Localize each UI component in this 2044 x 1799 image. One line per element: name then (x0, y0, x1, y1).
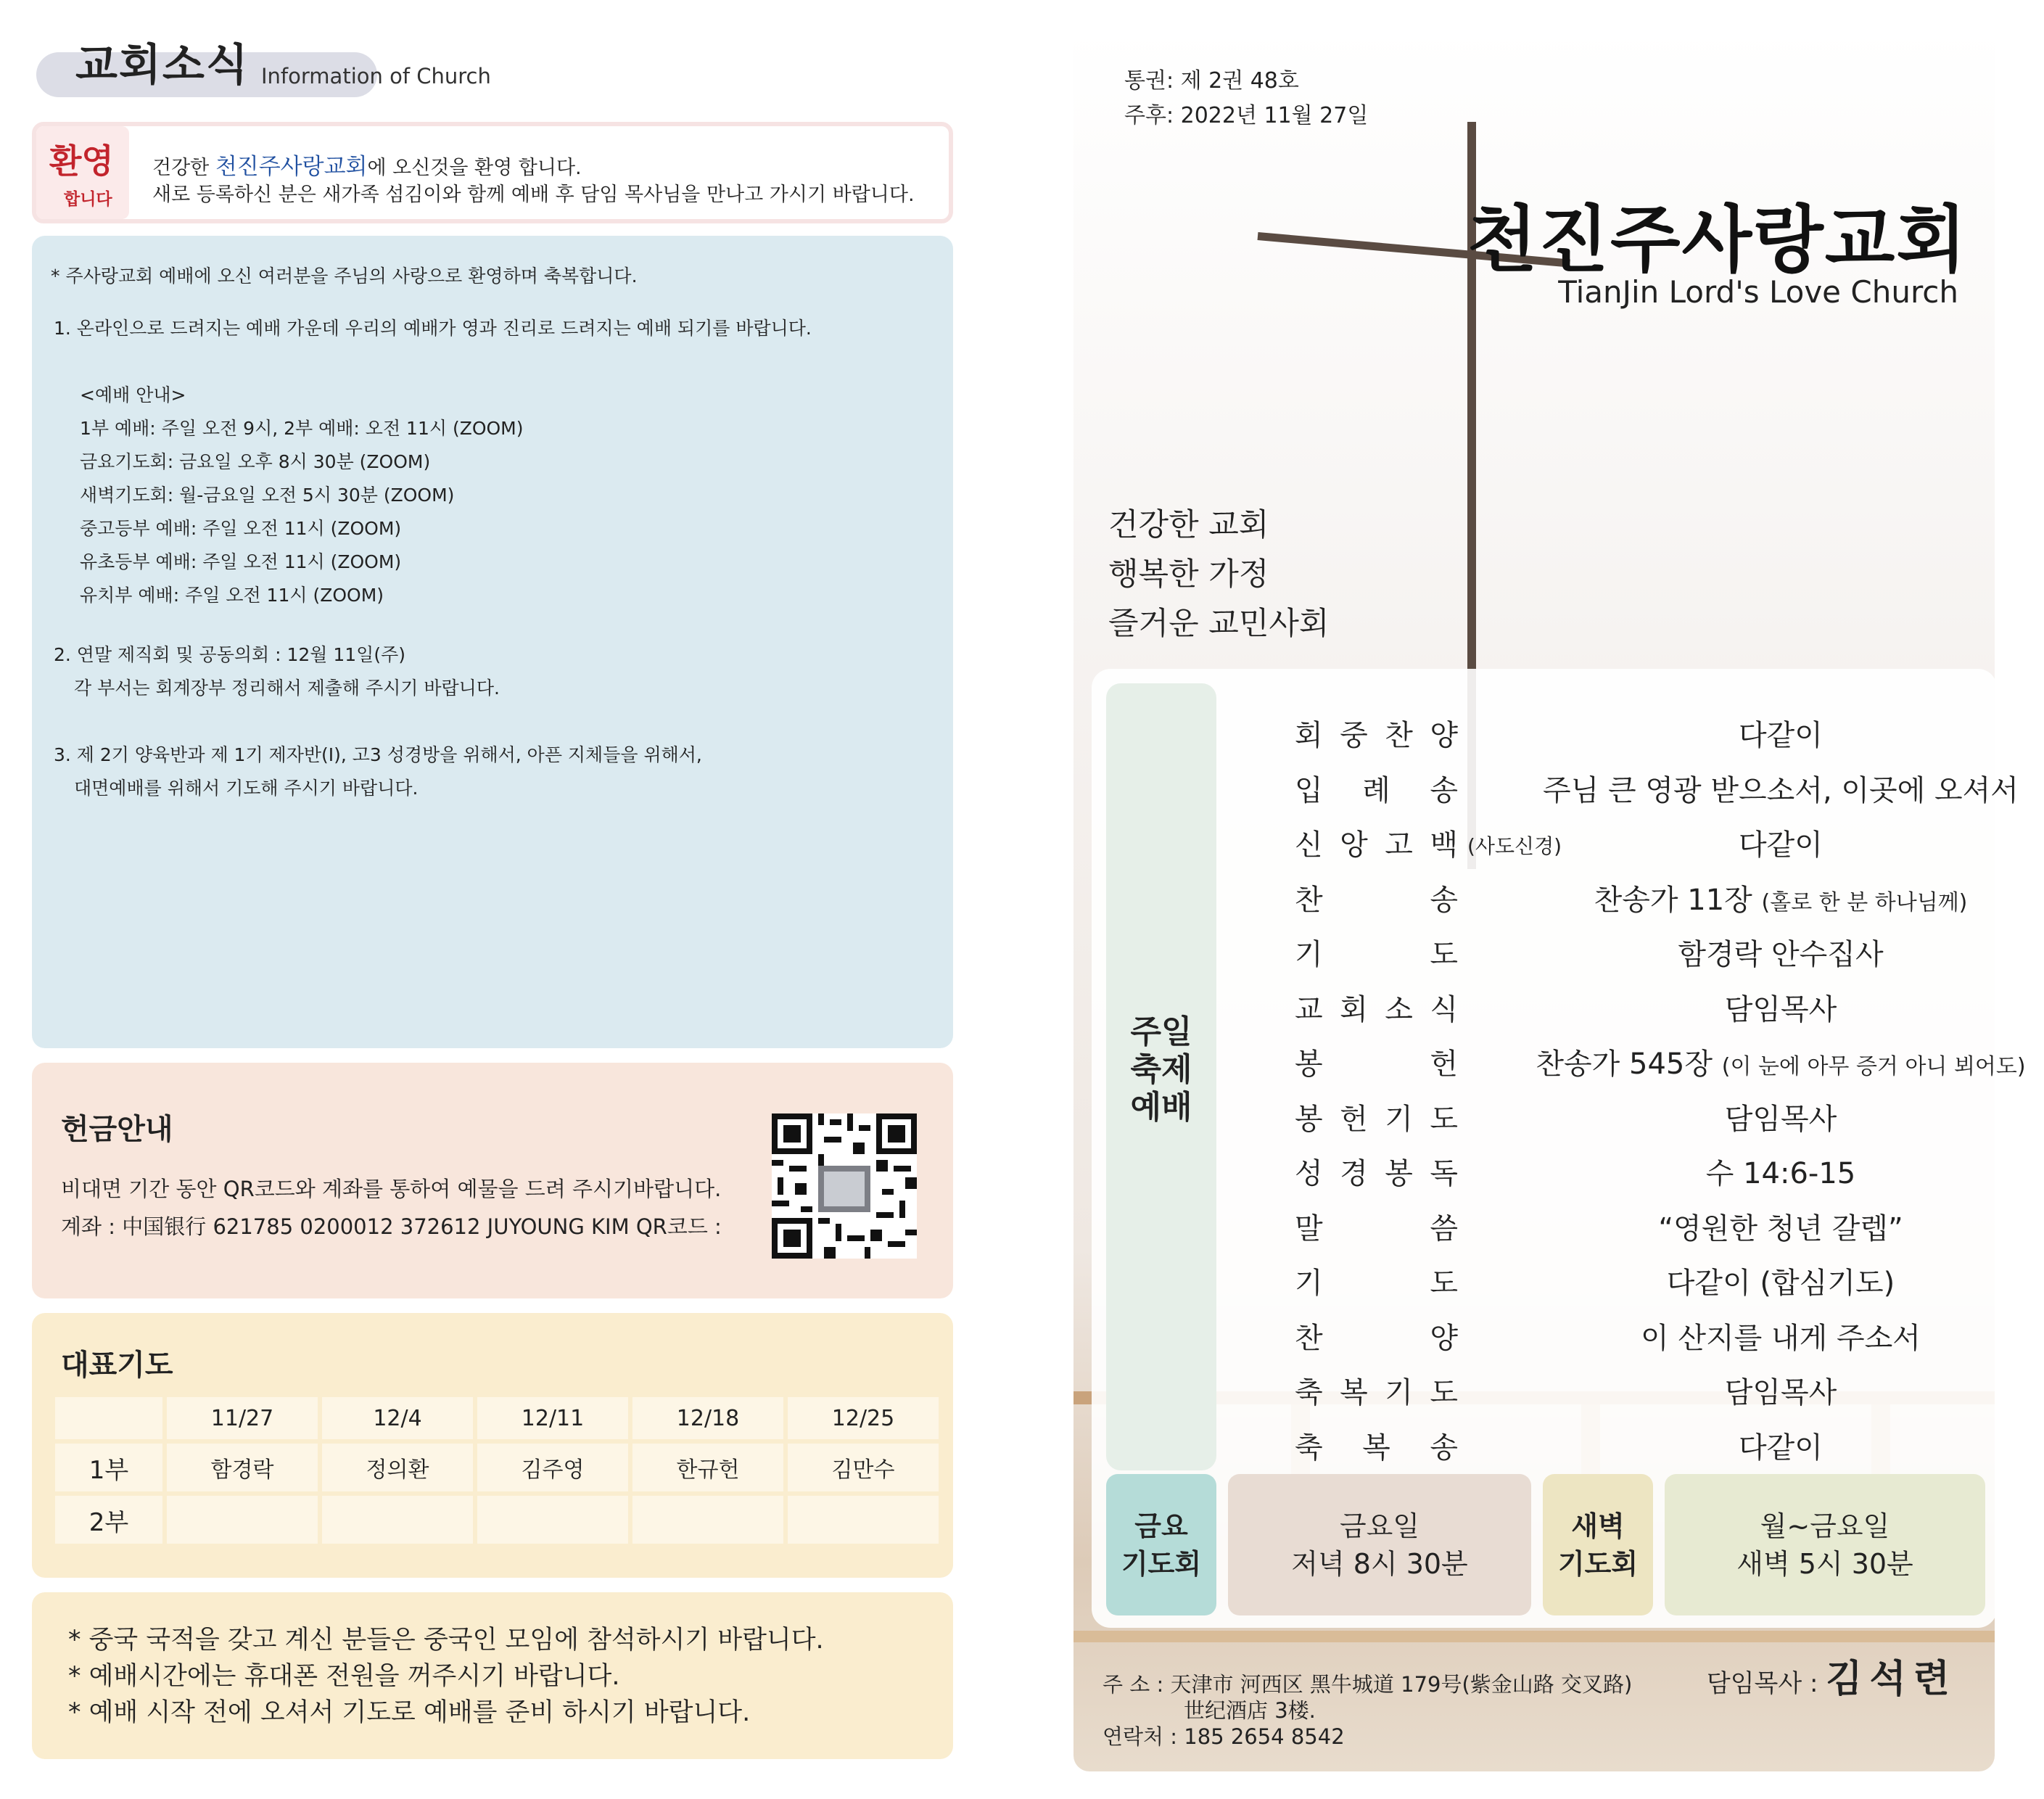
name-cell: 김주영 (477, 1444, 628, 1491)
notice-line: * 주사랑교회 예배에 오신 여러분을 주님의 사랑으로 환영하며 축복합니다. (51, 265, 638, 287)
order-item-value: 함경락 안수집사 (1678, 938, 1884, 971)
name-cell (788, 1496, 939, 1544)
order-item-value: 찬송가 545장 (이 눈에 아무 증거 아니 뵈어도) (1536, 1047, 2026, 1081)
table-row (55, 1444, 939, 1491)
motto-line: 행복한 가정 (1108, 556, 1269, 593)
offering-box (32, 1063, 953, 1298)
prayer-table (51, 1393, 943, 1548)
welcome-tag (36, 126, 129, 219)
order-item-label: 말 씀 (1295, 1211, 1458, 1246)
worship-order-item (1092, 1425, 1997, 1468)
order-item-value: 다같이 (1739, 1430, 1823, 1465)
section-title: 교회소식 (75, 40, 250, 91)
prayer-title: 대표기도 (61, 1349, 173, 1382)
notice-box (32, 236, 953, 1048)
worship-title: 주일 축제 예배 (1130, 1013, 1192, 1126)
motto-line: 즐거운 교민사회 (1108, 606, 1330, 642)
order-item-label: 찬 양 (1295, 1321, 1458, 1355)
footnote-box (32, 1592, 953, 1759)
order-item-label: 성 경 봉 독 (1295, 1157, 1458, 1190)
order-item-value: 다같이 (1739, 719, 1823, 752)
name-cell (167, 1496, 318, 1544)
footnote-line: * 예배시간에는 휴대폰 전원을 꺼주시기 바랍니다. (68, 1662, 620, 1691)
order-item-label: 입 례 송 (1295, 773, 1458, 807)
prayer-box (32, 1313, 953, 1578)
name-cell (477, 1496, 628, 1544)
worship-order-item (1092, 1041, 2026, 1084)
table-corner-cell (55, 1397, 162, 1439)
dawn-prayer-time: 월~금요일 새벽 5시 30분 (1665, 1474, 1985, 1615)
order-item-label: 교 회 소 식 (1295, 992, 1458, 1026)
name-cell: 한규헌 (632, 1444, 783, 1491)
notice-line: 유치부 예배: 주일 오전 11시 (ZOOM) (80, 585, 384, 606)
order-item-label: 신 앙 고 백 (1295, 828, 1458, 862)
pastor-signature (1707, 1648, 1957, 1703)
order-item-value: 다같이 (합심기도) (1666, 1267, 1895, 1300)
footnote-line: * 예배 시작 전에 오셔서 기도로 예배를 준비 하시기 바랍니다. (68, 1698, 751, 1727)
order-item-label: 찬 송 (1295, 883, 1458, 917)
pastor-name: 김석련 (1826, 1658, 1957, 1701)
church-name-highlight: 천진주사랑교회 (215, 154, 368, 180)
worship-order-item (1092, 822, 1997, 865)
notice-line: 3. 제 2기 양육반과 제 1기 제자반(Ⅰ), 고3 성경방을 위해서, 아픈 지체들을 위해서, (54, 744, 702, 765)
notice-line: <예배 안내> (80, 384, 186, 406)
issue-date: 주후: 2022년 11월 27일 (1124, 103, 1369, 128)
welcome-box (32, 122, 953, 223)
address-line-1: 주 소 : 天津市 河西区 黑牛城道 179号(紫金山路 交叉路) (1103, 1672, 1633, 1697)
order-item-value: 담임목사 (1724, 1376, 1837, 1409)
date-cell: 12/18 (632, 1397, 783, 1439)
right-page (986, 0, 2044, 1799)
worship-order-item (1092, 767, 2019, 811)
offering-account: 계좌 : 中国银行 621785 0200012 372612 JUYOUNG KIM QR코드 : (61, 1214, 722, 1239)
order-item-value: 찬송가 11장 (홀로 한 분 하나님께) (1594, 883, 1968, 917)
worship-order-item (1092, 931, 1997, 975)
order-item-value: “영원한 청년 갈렙” (1658, 1211, 1903, 1246)
welcome-line-2: 새로 등록하신 분은 새가족 섬김이와 함께 예배 후 담임 목사님을 만나고 가시기 바랍니다. (152, 184, 915, 206)
qr-code-icon[interactable] (772, 1113, 917, 1259)
notice-line: 새벽기도회: 월-금요일 오전 5시 30분 (ZOOM) (80, 485, 455, 506)
notice-line: 유초등부 예배: 주일 오전 11시 (ZOOM) (80, 551, 402, 572)
notice-line: 중고등부 예배: 주일 오전 11시 (ZOOM) (80, 518, 402, 539)
address-line-2: 世纪酒店 3楼. (1184, 1698, 1316, 1723)
worship-order-item (1092, 1315, 1997, 1359)
name-cell: 정의환 (322, 1444, 473, 1491)
offering-line: 비대면 기간 동안 QR코드와 계좌를 통하여 예물을 드려 주시기바랍니다. (61, 1177, 722, 1201)
order-item-note: (사도신경) (1467, 834, 1562, 858)
order-item-value: 주님 큰 영광 받으소서, 이곳에 오셔서 (1543, 773, 2019, 807)
name-cell: 함경락 (167, 1444, 318, 1491)
worship-order-item (1092, 712, 1997, 756)
welcome-tag-subtitle: 합니다 (64, 190, 112, 209)
pew-decoration (1073, 1631, 1995, 1642)
row-label: 2부 (55, 1496, 162, 1544)
worship-order-item (1092, 1150, 1997, 1194)
order-item-label: 기 도 (1295, 1267, 1458, 1300)
section-subtitle: Information of Church (261, 64, 491, 88)
date-cell: 11/27 (167, 1397, 318, 1439)
left-page (0, 0, 986, 1799)
worship-order-item (1092, 987, 1997, 1030)
table-row (55, 1496, 939, 1544)
footnote-line: * 중국 국적을 갖고 계신 분들은 중국인 모임에 참석하시기 바랍니다. (68, 1626, 824, 1655)
worship-order-item (1092, 1370, 1997, 1413)
order-item-value: 담임목사 (1724, 992, 1837, 1026)
order-item-label: 기 도 (1295, 938, 1458, 971)
table-row (55, 1397, 939, 1439)
row-label: 1부 (55, 1444, 162, 1491)
notice-line: 2. 연말 제직회 및 공동의회 : 12월 11일(주) (54, 644, 405, 665)
order-item-label: 축 복 기 도 (1295, 1376, 1458, 1409)
worship-order-item (1092, 1096, 1997, 1140)
order-item-label: 회 중 찬 양 (1295, 719, 1458, 752)
motto-line: 건강한 교회 (1108, 507, 1269, 543)
order-item-label: 축 복 송 (1295, 1430, 1458, 1465)
worship-order-item (1092, 1260, 1997, 1304)
order-item-value: 이 산지를 내게 주소서 (1641, 1321, 1921, 1355)
church-name-english: TianJin Lord's Love Church (1558, 274, 1958, 310)
name-cell (632, 1496, 783, 1544)
order-item-label: 봉 헌 (1295, 1047, 1458, 1081)
notice-line: 1. 온라인으로 드려지는 예배 가운데 우리의 예배가 영과 진리로 드려지는 예배 되기를 바랍니다. (54, 318, 812, 339)
order-item-value: 다같이 (1739, 828, 1823, 862)
name-cell (322, 1496, 473, 1544)
church-name-korean: 천진주사랑교회 (1467, 197, 1968, 282)
notice-line: 각 부서는 회계장부 정리해서 제출해 주시기 바랍니다. (74, 678, 500, 699)
welcome-tag-title: 환영 (49, 141, 114, 181)
issue-volume: 통권: 제 2권 48호 (1124, 68, 1299, 94)
notice-line: 금요기도회: 금요일 오후 8시 30분 (ZOOM) (80, 451, 431, 472)
worship-order-item (1092, 877, 1997, 921)
order-item-value: 수 14:6-15 (1705, 1157, 1856, 1190)
welcome-line-1: 건강한 천진주사랑교회에 오신것을 환영 합니다. (152, 154, 582, 180)
dawn-prayer-label: 새벽 기도회 (1543, 1474, 1653, 1615)
contact-line: 연락처 : 185 2654 8542 (1103, 1724, 1345, 1749)
order-item-label: 봉 헌 기 도 (1295, 1102, 1458, 1136)
order-item-value: 담임목사 (1724, 1102, 1837, 1136)
notice-line: 대면예배를 위해서 기도해 주시기 바랍니다. (74, 778, 419, 799)
name-cell: 김만수 (788, 1444, 939, 1491)
friday-prayer-label: 금요 기도회 (1106, 1474, 1216, 1615)
notice-line: 1부 예배: 주일 오전 9시, 2부 예배: 오전 11시 (ZOOM) (80, 418, 524, 439)
date-cell: 12/25 (788, 1397, 939, 1439)
worship-order-panel (1092, 669, 2026, 1628)
friday-prayer-time: 금요일 저녁 8시 30분 (1228, 1474, 1531, 1615)
offering-title: 헌금안내 (61, 1113, 173, 1146)
worship-order-item (1092, 1206, 1997, 1249)
date-cell: 12/4 (322, 1397, 473, 1439)
date-cell: 12/11 (477, 1397, 628, 1439)
pastor-label: 담임목사 : (1706, 1669, 1826, 1698)
